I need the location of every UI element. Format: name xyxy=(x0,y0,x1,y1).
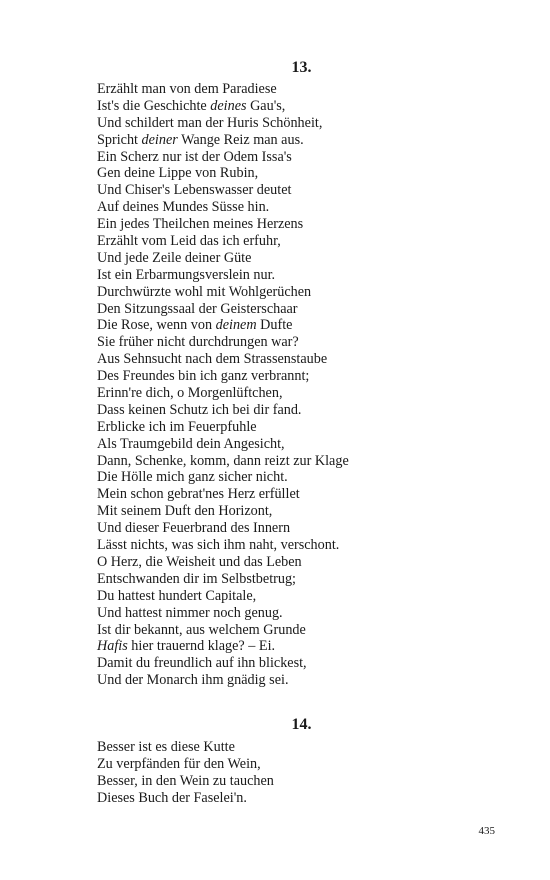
poem-line-text: Besser, in den Wein zu tauchen xyxy=(97,772,274,789)
poem-line-text: Die Hölle mich ganz sicher nicht. xyxy=(97,469,288,486)
poem-line-text: hier trauernd klage? – Ei. xyxy=(127,638,276,655)
poem-line-text: Und dieser Feuerbrand des Innern xyxy=(97,520,291,537)
poem-line-text: Entschwanden dir im Selbstbetrug; xyxy=(97,570,296,587)
poem-line xyxy=(97,790,517,807)
poem-line xyxy=(97,672,517,689)
poem-line-text: Ist's die Geschichte xyxy=(97,97,211,114)
poem-line-emphasis: Hafis xyxy=(97,638,128,655)
poem-line xyxy=(97,267,517,284)
poem-line-text: Dass keinen Schutz ich bei dir fand. xyxy=(97,401,302,418)
poem-line-text: Damit du freundlich auf ihn blickest, xyxy=(97,655,307,672)
poem-line-text: Spricht xyxy=(97,131,142,148)
poem-line-text: Als Traumgebild dein Angesicht, xyxy=(97,435,285,452)
poem-line xyxy=(97,638,517,655)
poem-line-text: Besser ist es diese Kutte xyxy=(97,739,235,755)
poem-line xyxy=(97,98,517,115)
poem-14-text xyxy=(97,739,517,807)
poem-line xyxy=(97,486,517,503)
poem-line-text: Gen deine Lippe von Rubin, xyxy=(97,165,259,182)
poem-line-text: Erzählt vom Leid das ich erfuhr, xyxy=(97,233,281,250)
poem-line-text: Dufte xyxy=(256,317,293,334)
poem-line xyxy=(97,301,517,318)
poem-line-text: Lässt nichts, was sich ihm naht, verschont. xyxy=(97,537,340,554)
poem-line xyxy=(97,503,517,520)
poem-13-text xyxy=(97,81,517,689)
poem-line xyxy=(97,149,517,166)
poem-line xyxy=(97,132,517,149)
poem-line-text: Ein jedes Theilchen meines Herzens xyxy=(97,216,304,233)
poem-line-text: Mit seinem Duft den Horizont, xyxy=(97,503,273,520)
poem-line xyxy=(97,588,517,605)
poem-line-text: Aus Sehnsucht nach dem Strassenstaube xyxy=(97,351,328,368)
poem-line-text: Den Sitzungssaal der Geisterschaar xyxy=(97,300,298,317)
poem-line xyxy=(97,436,517,453)
poem-line-text: Gau's, xyxy=(246,97,286,114)
poem-line-text: Dann, Schenke, komm, dann reizt zur Klage xyxy=(97,452,349,469)
poem-line xyxy=(97,773,517,790)
poem-line-text: Ist ein Erbarmungsverslein nur. xyxy=(97,266,276,283)
poem-line xyxy=(97,317,517,334)
poem-line xyxy=(97,571,517,588)
poem-line xyxy=(97,199,517,216)
poem-line-text: Des Freundes bin ich ganz verbrannt; xyxy=(97,368,310,385)
poem-line-text: Und jede Zeile deiner Güte xyxy=(97,249,252,266)
poem-line xyxy=(97,554,517,571)
poem-line xyxy=(97,453,517,470)
poem-line xyxy=(97,182,517,199)
poem-line-text: Und der Monarch ihm gnädig sei. xyxy=(97,672,289,689)
poem-line-text: Ist dir bekannt, aus welchem Grunde xyxy=(97,621,306,638)
poem-line-text: O Herz, die Weisheit und das Leben xyxy=(97,553,302,570)
poem-line-text: Erblicke ich im Feuerpfuhle xyxy=(97,418,257,435)
poem-line xyxy=(97,115,517,132)
poem-line xyxy=(97,233,517,250)
poem-number-13: 13. xyxy=(291,59,312,76)
poem-line xyxy=(97,520,517,537)
poem-line-text: Sie früher nicht durchdrungen war? xyxy=(97,334,299,351)
poem-line-text: Mein schon gebrat'nes Herz erfüllet xyxy=(97,486,300,503)
poem-line xyxy=(97,622,517,639)
poem-line xyxy=(97,385,517,402)
poem-line xyxy=(97,351,517,368)
poem-line xyxy=(97,605,517,622)
poem-line xyxy=(97,756,517,773)
poem-line xyxy=(97,250,517,267)
poem-number-14: 14. xyxy=(291,716,312,733)
poem-line xyxy=(97,216,517,233)
poem-line-emphasis: deines xyxy=(210,97,247,114)
poem-line-text: Und Chiser's Lebenswasser deutet xyxy=(97,182,292,199)
poem-line xyxy=(97,334,517,351)
poem-line-text: Erzählt man von dem Paradiese xyxy=(97,81,277,97)
poem-line xyxy=(97,419,517,436)
poem-line xyxy=(97,739,517,756)
poem-line-text: Und schildert man der Huris Schönheit, xyxy=(97,114,323,131)
poem-line-emphasis: deiner xyxy=(141,131,178,148)
poem-line-text: Ein Scherz nur ist der Odem Issa's xyxy=(97,148,292,165)
poem-line-text: Du hattest hundert Capitale, xyxy=(97,587,257,604)
poem-line xyxy=(97,368,517,385)
poem-line xyxy=(97,402,517,419)
poem-line xyxy=(97,469,517,486)
poem-line-text: Durchwürzte wohl mit Wohlgerüchen xyxy=(97,283,312,300)
poem-line xyxy=(97,655,517,672)
poem-line-text: Die Rose, wenn von xyxy=(97,317,216,334)
poem-line-text: Zu verpfänden für den Wein, xyxy=(97,755,261,772)
poem-line-text: Wange Reiz man aus. xyxy=(177,131,304,148)
poem-line-text: Auf deines Mundes Süsse hin. xyxy=(97,199,270,216)
poem-line-text: Und hattest nimmer noch genug. xyxy=(97,604,283,621)
page-number: 435 xyxy=(478,825,495,837)
poem-line xyxy=(97,81,517,98)
poem-line-emphasis: deinem xyxy=(215,317,257,334)
poem-line xyxy=(97,284,517,301)
poem-line-text: Erinn're dich, o Morgenlüftchen, xyxy=(97,385,283,402)
poem-line-text: Dieses Buch der Faselei'n. xyxy=(97,789,247,806)
poem-line xyxy=(97,165,517,182)
poem-line xyxy=(97,537,517,554)
